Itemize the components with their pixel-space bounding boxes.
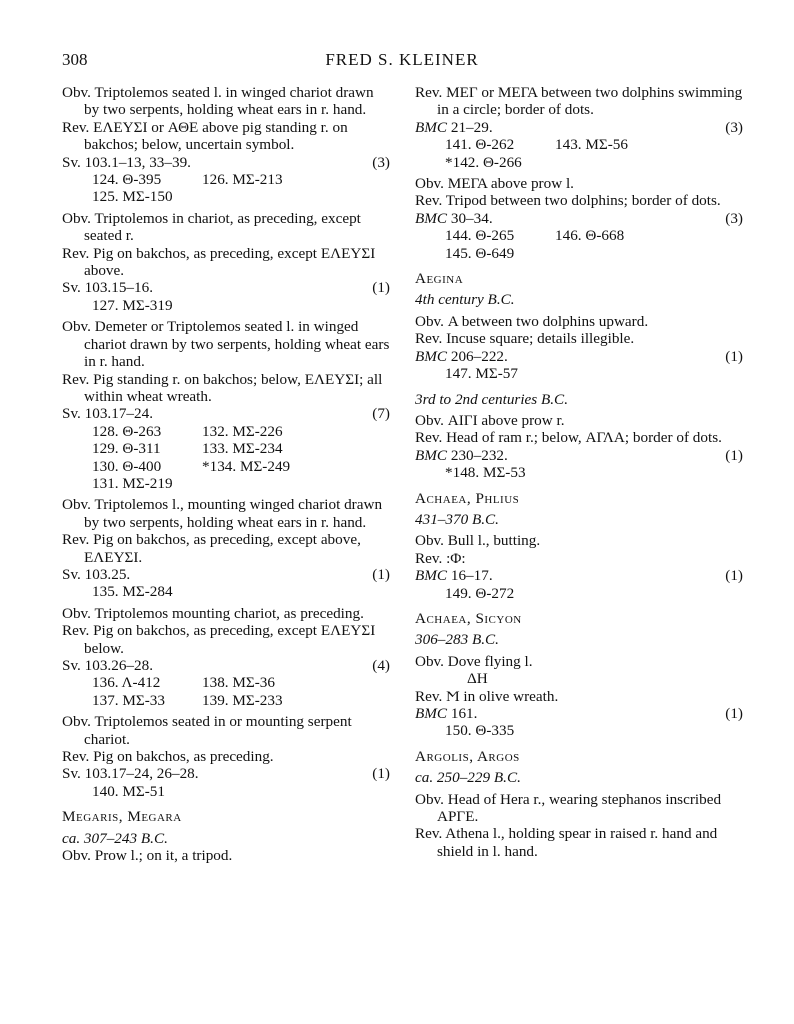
catalog-entry: 137. ΜΣ-33 <box>92 691 165 709</box>
count: (7) <box>372 405 390 423</box>
catalog-entry: 150. Θ-335 <box>445 722 515 740</box>
catalog-row <box>92 188 392 205</box>
count: (3) <box>372 153 390 171</box>
reference-abbr: BMC <box>415 567 448 585</box>
reference: 230–232. <box>447 446 508 464</box>
count: (1) <box>725 567 743 585</box>
count: (1) <box>725 446 743 464</box>
catalog-entry: 128. Θ-263 <box>92 422 162 440</box>
page-number: 308 <box>62 50 88 69</box>
catalog-entry: 145. Θ-649 <box>445 244 515 262</box>
catalog-entry: 141. Θ-262 <box>445 136 515 154</box>
reference-line <box>62 405 392 422</box>
reverse-text: Rev. Pig standing r. on bakchos; below, ΕΛΕΥΣΙ; all within wheat wreath. <box>62 370 383 405</box>
catalog-entry: 136. Λ-412 <box>92 674 161 692</box>
right-column <box>415 84 745 860</box>
obverse-text: Obv. Triptolemos mounting chariot, as preceding. <box>62 604 364 622</box>
catalog-row <box>92 583 392 600</box>
reference: 30–34. <box>447 209 493 227</box>
mint-heading: Aegina <box>415 270 464 288</box>
catalog-entry: 139. ΜΣ-233 <box>202 691 283 709</box>
reference-line <box>62 566 392 583</box>
reverse-text: Rev. Ϻ in olive wreath. <box>415 687 559 705</box>
reference-line <box>62 657 392 674</box>
reference-abbr: BMC <box>415 446 448 464</box>
reverse-text: Rev. Pig on bakchos, as preceding. <box>62 748 274 766</box>
obverse-text: Obv. Prow l.; on it, a tripod. <box>62 847 233 865</box>
catalog-entry: 133. ΜΣ-234 <box>202 440 283 458</box>
catalog-row <box>445 722 745 739</box>
reference-line <box>62 765 392 782</box>
catalog-entry: 132. ΜΣ-226 <box>202 422 283 440</box>
count: (3) <box>725 209 743 227</box>
left-column <box>62 84 392 864</box>
catalog-row <box>92 171 392 188</box>
count: (1) <box>372 279 390 297</box>
reference-abbr: BMC <box>415 347 448 365</box>
obverse-text: Obv. Triptolemos seated in or mounting serpent chariot. <box>62 713 352 748</box>
reverse-text: Rev. Head of ram r.; below, ΑΓΛΑ; border of dots. <box>415 429 722 447</box>
catalog-entry: 124. Θ-395 <box>92 171 162 189</box>
catalog-row <box>92 692 392 709</box>
catalog-entry: *134. ΜΣ-249 <box>202 457 291 475</box>
mint-heading: Megaris, Megara <box>62 808 182 826</box>
catalog-entry: *148. ΜΣ-53 <box>445 464 526 482</box>
catalog-entry: 144. Θ-265 <box>445 227 515 245</box>
period-heading: 431–370 B.C. <box>415 510 499 528</box>
reverse-text: Rev. :Φ: <box>415 549 466 567</box>
reference: Sv. 103.15–16. <box>62 279 153 297</box>
obverse-legend: ΔΗ <box>467 670 488 688</box>
obverse-text: Obv. Triptolemos in chariot, as preceding, except seated r. <box>62 209 361 245</box>
catalog-row <box>92 475 392 492</box>
reference: Sv. 103.26–28. <box>62 657 153 674</box>
period-heading: 4th century B.C. <box>415 291 515 309</box>
reference: Sv. 103.1–13, 33–39. <box>62 153 191 171</box>
period-heading: ca. 307–243 B.C. <box>62 829 168 847</box>
catalog-row <box>445 227 745 244</box>
catalog-entry: *142. Θ-266 <box>445 153 522 171</box>
reverse-text: Rev. Pig on bakchos, as preceding, except ΕΛΕΥΣΙ below. <box>62 622 376 657</box>
catalog-row <box>92 440 392 457</box>
reference-line <box>415 210 745 227</box>
count: (4) <box>372 657 390 674</box>
catalog-row <box>445 245 745 262</box>
reverse-text: Rev. Athena l., holding spear in raised r. hand and shield in l. hand. <box>415 825 718 860</box>
catalog-row <box>92 674 392 691</box>
catalog-row <box>92 297 392 314</box>
reverse-text: Rev. Tripod between two dolphins; border of dots. <box>415 192 721 210</box>
obverse-text: Obv. Triptolemos seated l. in winged chariot drawn by two serpents, holding wheat ears in r. hand. <box>62 84 374 119</box>
obverse-text: Obv. Demeter or Triptolemos seated l. in winged chariot drawn by two serpents, holding wheat ears in r. hand. <box>62 318 390 371</box>
catalog-entry: 135. ΜΣ-284 <box>92 583 173 601</box>
reference-line <box>415 447 745 464</box>
count: (1) <box>372 765 390 783</box>
obverse-text: Obv. Head of Hera r., wearing stephanos inscribed ΑΡΓΕ. <box>415 790 722 826</box>
reference-abbr: BMC <box>415 705 448 722</box>
obverse-text: Obv. Dove flying l. <box>415 652 533 670</box>
count: (3) <box>725 118 743 136</box>
reference: 16–17. <box>447 567 493 585</box>
catalog-entry: 126. ΜΣ-213 <box>202 171 283 189</box>
obverse-text: Obv. Α between two dolphins upward. <box>415 312 649 330</box>
catalog-entry: 129. Θ-311 <box>92 440 161 458</box>
obverse-text: Obv. ΑΙΓΙ above prow r. <box>415 411 565 429</box>
catalog-row <box>92 423 392 440</box>
catalog-entry: 149. Θ-272 <box>445 584 515 602</box>
mint-heading: Achaea, Sicyon <box>415 609 522 627</box>
reverse-text: Rev. Pig on bakchos, as preceding, except above, ΕΛΕΥΣΙ. <box>62 531 361 566</box>
catalog-entry: 125. ΜΣ-150 <box>92 188 173 206</box>
catalog-row <box>445 365 745 382</box>
reference: Sv. 103.17–24, 26–28. <box>62 765 199 783</box>
catalog-entry: 127. ΜΣ-319 <box>92 296 173 314</box>
obverse-text: Obv. Bull l., butting. <box>415 532 541 550</box>
reference-line <box>415 348 745 365</box>
catalog-row <box>92 458 392 475</box>
reverse-text: Rev. Incuse square; details illegible. <box>415 330 635 348</box>
catalog-row <box>445 136 745 153</box>
running-title: FRED S. KLEINER <box>325 50 479 69</box>
reference-abbr: BMC <box>415 118 448 136</box>
reference-line <box>62 154 392 171</box>
reference: 21–29. <box>447 118 493 136</box>
catalog-entry: 143. ΜΣ-56 <box>555 136 628 154</box>
mint-heading: Achaea, Phlius <box>415 489 520 507</box>
page-header <box>62 50 742 74</box>
catalog-row <box>445 154 745 171</box>
reference-abbr: BMC <box>415 209 448 227</box>
reference: 161. <box>447 705 478 722</box>
period-heading: 3rd to 2nd centuries B.C. <box>415 390 568 408</box>
catalog-row <box>445 464 745 481</box>
count: (1) <box>372 565 390 583</box>
reference: 206–222. <box>447 347 508 365</box>
catalog-entry: 140. ΜΣ-51 <box>92 782 165 800</box>
period-heading: ca. 250–229 B.C. <box>415 769 521 787</box>
catalog-entry: 147. ΜΣ-57 <box>445 365 518 383</box>
obverse-text: Obv. ΜΕΓΑ above prow l. <box>415 175 574 193</box>
count: (1) <box>725 347 743 365</box>
obverse-text: Obv. Triptolemos l., mounting winged chariot drawn by two serpents, holding wheat ears in r. hand. <box>62 496 383 531</box>
reference-line <box>62 279 392 296</box>
catalog-row <box>445 585 745 602</box>
reference: Sv. 103.17–24. <box>62 405 153 423</box>
reference-line <box>415 705 745 722</box>
catalog-entry: 130. Θ-400 <box>92 457 162 475</box>
catalog-entry: 131. ΜΣ-219 <box>92 474 173 492</box>
reverse-text: Rev. ΜΕΓ or ΜΕΓΑ between two dolphins swimming in a circle; border of dots. <box>415 84 743 119</box>
count: (1) <box>725 705 743 722</box>
reference: Sv. 103.25. <box>62 565 131 583</box>
mint-heading: Argolis, Argos <box>415 747 520 765</box>
catalog-entry: 146. Θ-668 <box>555 227 625 245</box>
catalog-row <box>92 783 392 800</box>
reference-line <box>415 567 745 584</box>
reference-line <box>415 119 745 136</box>
reverse-text: Rev. ΕΛΕΥΣΙ or ΑΘΕ above pig standing r. on bakchos; below, uncertain symbol. <box>62 118 348 154</box>
reverse-text: Rev. Pig on bakchos, as preceding, except ΕΛΕΥΣΙ above. <box>62 244 376 280</box>
period-heading: 306–283 B.C. <box>415 631 499 649</box>
catalog-entry: 138. ΜΣ-36 <box>202 674 275 692</box>
